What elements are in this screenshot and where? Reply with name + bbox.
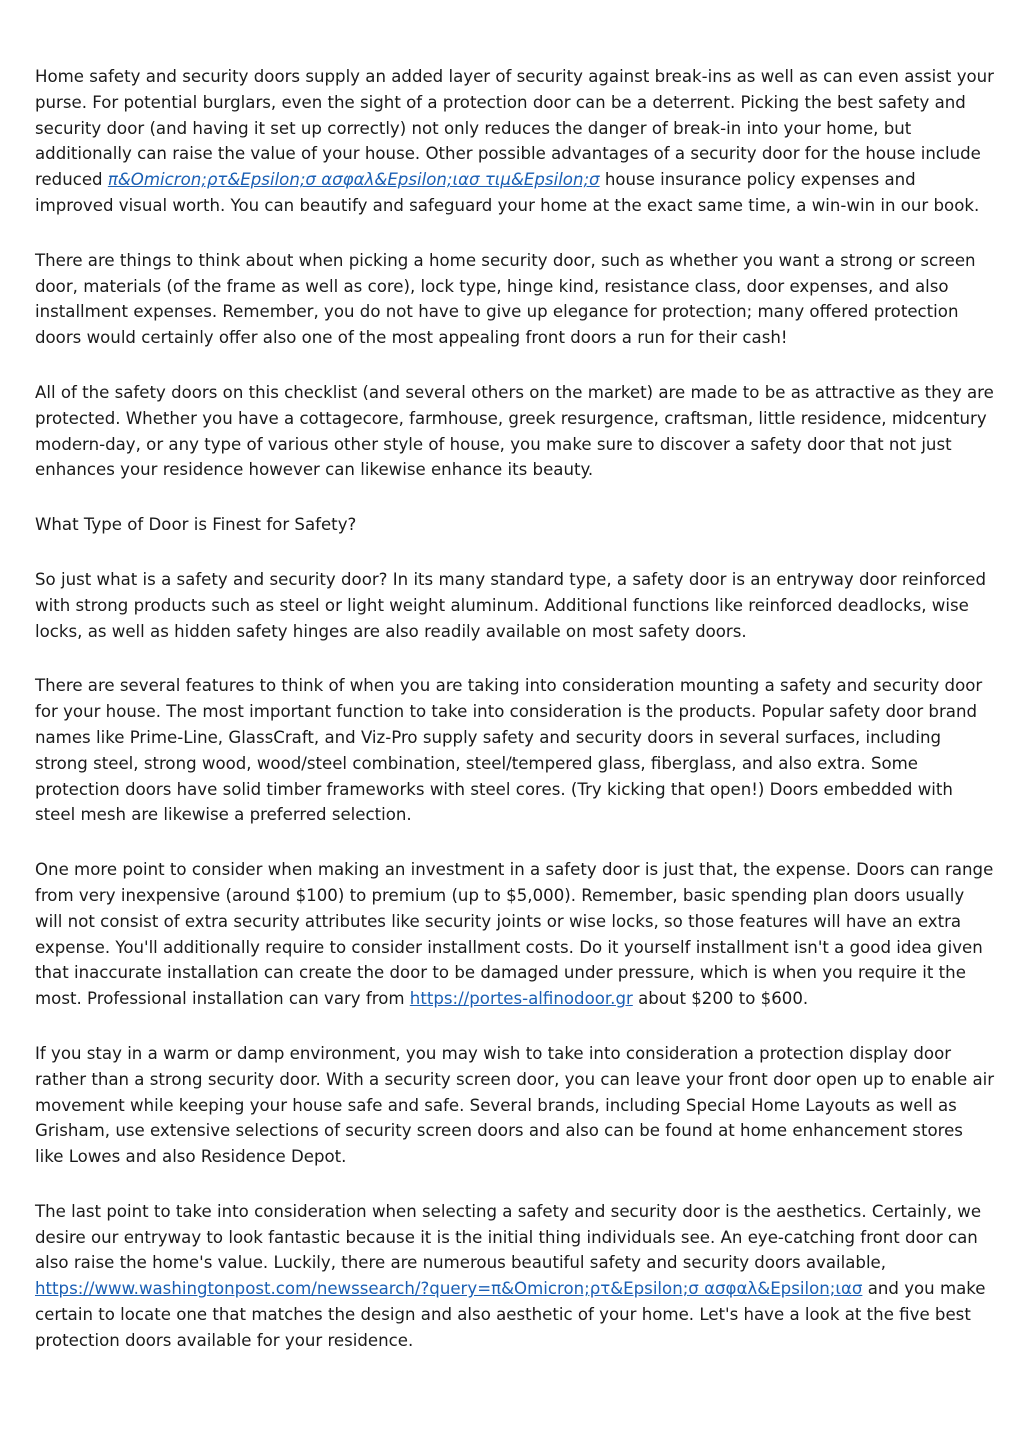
document-page <box>35 64 995 1383</box>
paragraph-4: So just what is a safety and security door? In its many standard type, a safety door is an entryway door reinforced with strong products such as steel or light weight aluminum. Additional functions like reinforced deadlocks, wise locks, as well as hidden safety hinges are also readily available on most safety doors. <box>35 569 987 641</box>
paragraph-8 <box>35 1199 995 1354</box>
insurance-keyword-link[interactable]: π&Omicron;ρτ&Epsilon;σ ασφαλ&Epsilon;ιασ τιμ&Epsilon;σ <box>107 170 600 190</box>
paragraph-3: All of the safety doors on this checklist (and several others on the market) are made to be as attractive as they are protected. Whether you have a cottagecore, farmhouse, greek resurgence, craftsman, little residence, midcentury modern-day, or any type of various other style of house, you make sure to discover a safety door that not just enhances your residence however can likewise enhance its beauty. <box>35 382 994 480</box>
washingtonpost-search-link[interactable]: https://www.washingtonpost.com/newssearch/?query=π&Omicron;ρτ&Epsilon;σ ασφαλ&Epsilon;ιασ <box>35 1279 863 1299</box>
paragraph-8-text-b: and you make certain to locate one that matches the design and also aesthetic of your home. Let's have a look at the five best protection doors available for your residence. <box>35 1279 986 1350</box>
paragraph-1-text-b: house insurance policy expenses and improved visual worth. You can beautify and safeguard your home at the exact same time, a win-win in our book. <box>35 170 980 215</box>
paragraph-1 <box>35 64 995 219</box>
paragraph-2: There are things to think about when picking a home security door, such as whether you want a strong or screen door, materials (of the frame as well as core), lock type, hinge kind, resistance class, door expenses, and also installment expenses. Remember, you do not have to give up elegance for protection; many offered protection doors would certainly offer also one of the most appealing front doors a run for their cash! <box>35 250 976 348</box>
paragraph-6-text-b: about $200 to $600. <box>632 989 809 1009</box>
paragraph-6 <box>35 857 995 1012</box>
portes-alfinodoor-link[interactable]: https://portes-alfinodoor.gr <box>409 989 633 1009</box>
section-heading: What Type of Door is Finest for Safety? <box>35 515 357 535</box>
paragraph-1-text-a: Home safety and security doors supply an added layer of security against break-ins as well as can even assist your purse. For potential burglars, even the sight of a protection door can be a deterrent. Picking the best safety and security door (and having it set up correctly) not only reduces the danger of break-in into your home, but additionally can raise the value of your house. Other possible advantages of a security door for the house include reduced <box>35 67 995 190</box>
paragraph-6-text-a: One more point to consider when making an investment in a safety door is just that, the expense. Doors can range from very inexpensive (around $100) to premium (up to $5,000). Remember, basic spending plan doors usually will not consist of extra security attributes like security joints or wise locks, so those features will have an extra expense. You'll additionally require to consider installment costs. Do it yourself installment isn't a good idea given that inaccurate installation can create the door to be damaged under pressure, which is when you require it the most. Professional installation can vary from <box>35 860 994 1009</box>
paragraph-7: If you stay in a warm or damp environment, you may wish to take into consideration a protection display door rather than a strong security door. With a security screen door, you can leave your front door open up to enable air movement while keeping your house safe and safe. Several brands, including Special Home Layouts as well as Grisham, use extensive selections of security screen doors and also can be found at home enhancement stores like Lowes and also Residence Depot. <box>35 1043 995 1167</box>
paragraph-5: There are several features to think of when you are taking into consideration mounting a safety and security door for your house. The most important function to take into consideration is the products. Popular safety door brand names like Prime-Line, GlassCraft, and Viz-Pro supply safety and security doors in several surfaces, including strong steel, strong wood, wood/steel combination, steel/tempered glass, fiberglass, and also extra. Some protection doors have solid timber frameworks with steel cores. (Try kicking that open!) Doors embedded with steel mesh are likewise a preferred selection. <box>35 676 983 825</box>
paragraph-8-text-a: The last point to take into consideration when selecting a safety and security door is the aesthetics. Certainly, we desire our entryway to look fantastic because it is the initial thing individuals see. An eye-catching front door can also raise the home's value. Luckily, there are numerous beautiful safety and security doors available, <box>35 1201 982 1273</box>
